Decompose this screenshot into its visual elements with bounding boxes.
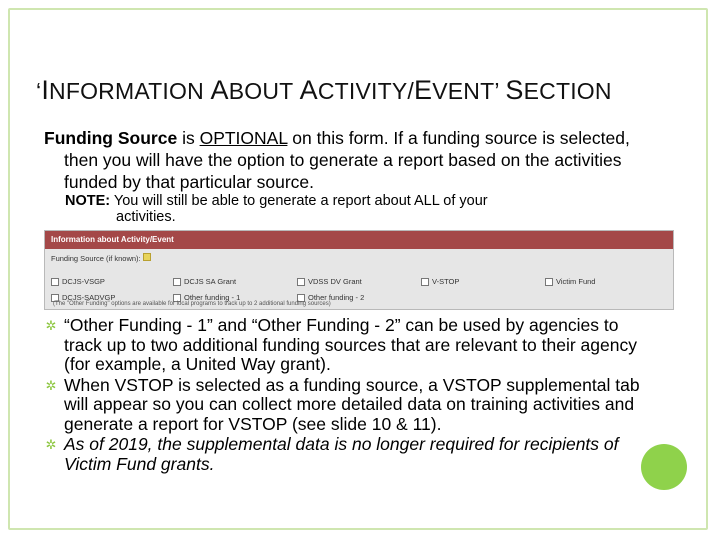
checkbox-icon: [51, 278, 59, 286]
checkbox-option[interactable]: V-STOP: [421, 277, 459, 286]
funding-source-label-row: Funding Source (if known):: [51, 253, 151, 263]
checkbox-option[interactable]: DCJS-SADVGP: [51, 293, 115, 302]
intro-paragraph: Funding Source is OPTIONAL on this form. If a funding source is selected, then you will have the option to generate a report based on the activities funded by that particular source.: [44, 128, 630, 192]
bullet-list: [44, 316, 644, 475]
check-bullet-icon: ✲: [45, 377, 57, 393]
note-paragraph: NOTE: You will still be able to generate a report about ALL of your activities.: [65, 193, 488, 225]
checkbox-icon: [545, 278, 553, 286]
bullet-item: ✲ As of 2019, the supplemental data is no longer required for recipients of Victim Fund grants.: [45, 434, 619, 474]
checkbox-option[interactable]: VDSS DV Grant: [297, 277, 362, 286]
note-label: NOTE:: [65, 193, 111, 209]
checkbox-icon: [173, 278, 181, 286]
intro-bold: Funding Source: [44, 128, 178, 148]
checkbox-option[interactable]: Victim Fund: [545, 277, 595, 286]
slide-title: ‘INFORMATION ABOUT ACTIVITY/EVENT’ SECTION: [36, 75, 612, 105]
checkbox-icon: [297, 278, 305, 286]
check-bullet-icon: ✲: [45, 437, 57, 452]
checkbox-option[interactable]: Other funding - 2: [297, 293, 364, 302]
form-hint: (The "Other Funding" options are available for local programs to track up to 2 additional funding sources): [53, 301, 331, 307]
embedded-form-screenshot: [44, 230, 674, 310]
checkbox-option[interactable]: DCJS SA Grant: [173, 277, 236, 286]
check-bullet-icon: ✲: [45, 318, 57, 333]
info-icon: [143, 253, 151, 261]
checkbox-icon: [421, 278, 429, 286]
checkbox-option[interactable]: DCJS-VSGP: [51, 277, 105, 286]
intro-underlined: OPTIONAL: [199, 128, 288, 148]
decorative-green-circle: [641, 444, 687, 490]
form-header: Information about Activity/Event: [45, 231, 673, 249]
bullet-item: ✲ When VSTOP is selected as a funding source, a VSTOP supplemental tab will appear so you can collect more detailed data on training activities and generate a report for VSTOP (see slide 10 & 11).: [45, 374, 640, 434]
title-quote: ‘: [36, 78, 42, 104]
bullet-item: ✲ “Other Funding - 1” and “Other Funding - 2” can be used by agencies to track up to two additional funding sources that are relevant to their agency (for example, a United Way grant).: [45, 315, 637, 374]
checkbox-option[interactable]: Other funding - 1: [173, 293, 240, 302]
